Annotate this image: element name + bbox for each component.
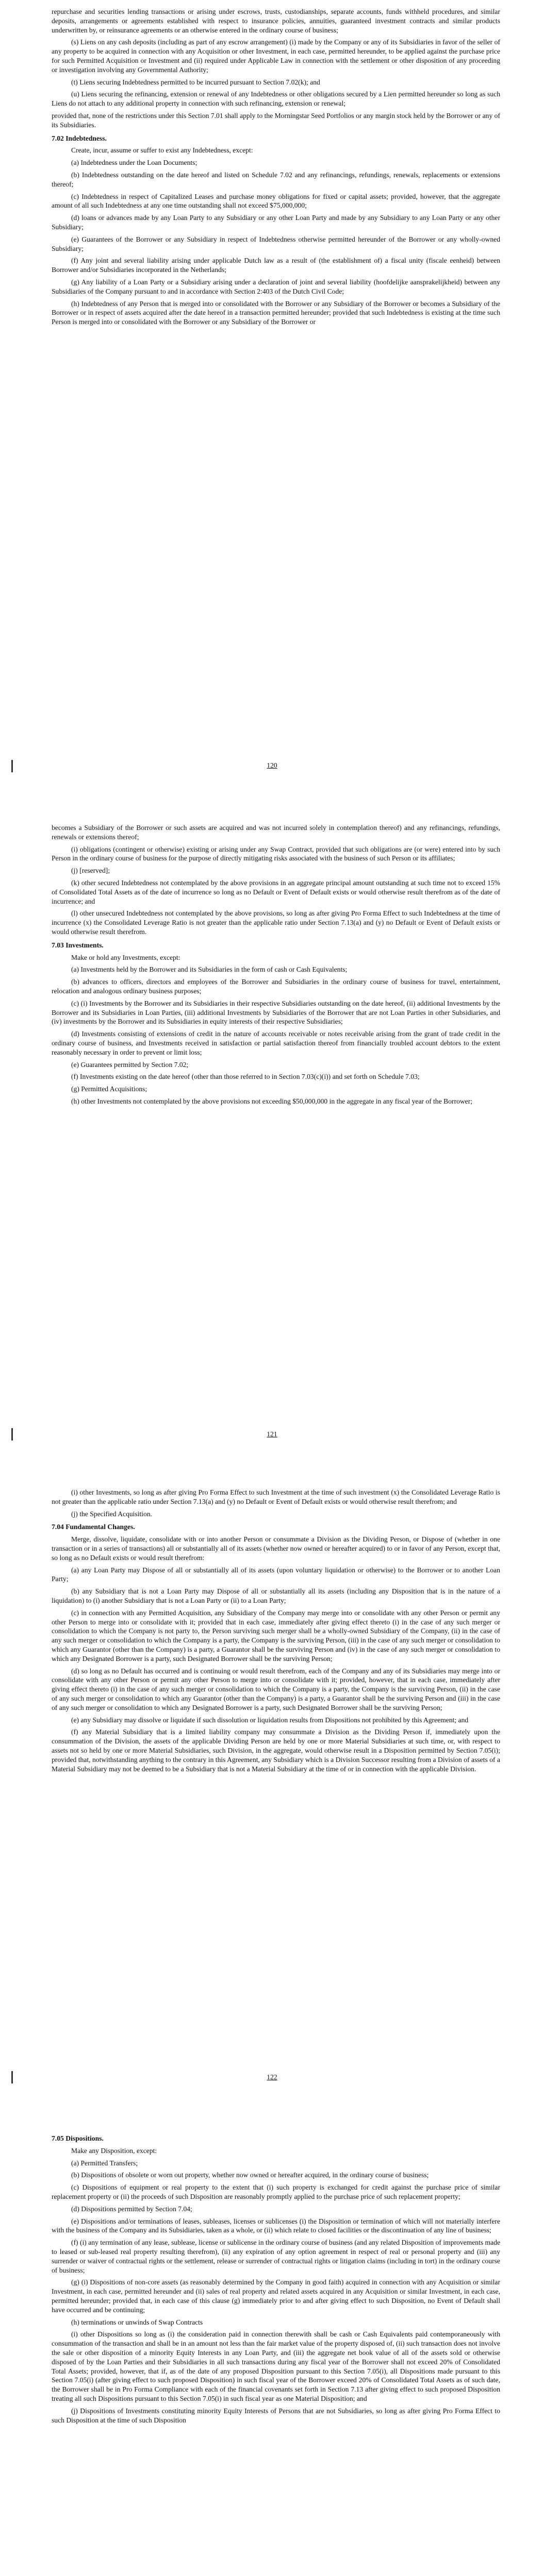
paragraph: (b) advances to officers, directors and employees of the Borrower and Subsidiaries in the ordinary course of business for travel, entertainment, relocation and analogous ordinary business purposes; bbox=[52, 978, 500, 995]
paragraph: (i) other Dispositions so long as (i) the consideration paid in connection therewith shall be cash or Cash Equivalents paid contemporaneously with consummation of the transaction and shall be in an amount not less than the fair market value of the property disposed of, (ii) such transaction does not involve the sale or other disposition of a minority Equity Interests in any Loan Party, and (iii) the aggregate net book value of all of the assets sold or otherwise disposed of by the Loan Parties and their Subsidiaries in all such transactions during any fiscal year of the Borrower shall not exceed 20% of Consolidated Total Assets; provided, however, that if, as of the date of any proposed Disposition pursuant to this Section 7.05(i), all Dispositions made pursuant to this Section 7.05(i) (after giving effect to such proposed Disposition) in such fiscal year of the Borrower exceed 20% of Consolidated Total Assets as of such date, the Borrower shall be in Pro Forma Compliance with each of the financial covenants set forth in Section 7.13 after giving effect to such proposed Disposition treating all such Dispositions pursuant to this Section 7.05(i) in such fiscal year as one Material Disposition; and bbox=[52, 2330, 500, 2402]
paragraph: (i) other Investments, so long as after giving Pro Forma Effect to such Investment at the time of such investment (x) the Consolidated Leverage Ratio is not greater than the applicable ratio under Section 7.13(a) and (y) no Default or Event of Default exists or would otherwise result therefrom; and bbox=[52, 1488, 500, 1505]
paragraph: (d) so long as no Default has occurred and is continuing or would result therefrom, each of the Company and any of its Subsidiaries may merge into or consolidate with any other Person or permit any other Person to merge into or consolidate with it; provided, however, that in each case, immediately after giving effect thereto (i) in the case of any such merger or consolidation to which the Company is a party, the Company is the surviving Person, (ii) in the case of any such merger or consolidation to which any Guarantor (other than the Company) is a party, a Guarantor shall be the surviving Person and (iii) in the case of any such merger or consolidation to which any Designated Borrower is a party, such Designated Borrower shall be the surviving Person; bbox=[52, 1667, 500, 1711]
paragraph: (h) terminations or unwinds of Swap Contracts bbox=[71, 2318, 203, 2326]
paragraph: (e) Dispositions and/or terminations of leases, subleases, licenses or sublicenses (i) the Disposition or termination of which will not materially interfere with the business of the Company and its Subsidiaries, taken as a whole, or (ii) which relate to closed facilities or the discontinuation of any line of business; bbox=[52, 2217, 500, 2234]
paragraph: (d) Investments consisting of extensions of credit in the nature of accounts receivable or notes receivable arising from the grant of trade credit in the ordinary course of business, and Investments received in satisfaction or partial satisfaction thereof from financially troubled account debtors to the extent reasonably necessary in order to prevent or limit loss; bbox=[52, 1030, 500, 1056]
paragraph: repurchase and securities lending transactions or arising under escrows, trusts, custodianships, separate accounts, funds withheld procedures, and similar deposits, arrangements or agreements established with respect to insurance policies, annuities, guaranteed investment contracts and similar products underwritten by, or reinsurance agreements or an otherwise entered in the ordinary course of business; bbox=[52, 8, 500, 34]
section-heading: 7.02 Indebtedness. bbox=[52, 134, 107, 142]
paragraph: (e) any Subsidiary may dissolve or liquidate if such dissolution or liquidation results from Dispositions not prohibited by this Agreement; and bbox=[71, 1716, 469, 1724]
paragraph: (d) loans or advances made by any Loan Party to any Subsidiary or any other Loan Party and made by any Subsidiary to any Loan Party or any other Subsidiary; bbox=[52, 214, 500, 231]
paragraph: (g) Permitted Acquisitions; bbox=[71, 1085, 147, 1093]
paragraph: Merge, dissolve, liquidate, consolidate with or into another Person or consummate a Division as the Dividing Person, or Dispose of (whether in one transaction or in a series of transactions) all or substantially all of its assets (whether now owned or hereafter acquired) to or in favor of any Person, except that, so long as no Default exists or would result therefrom: bbox=[52, 1535, 500, 1562]
paragraph: (j) the Specified Acquisition. bbox=[71, 1510, 153, 1518]
paragraph: provided that, none of the restrictions under this Section 7.01 shall apply to the Morningstar Seed Portfolios or any margin stock held by the Borrower or any of its Subsidiaries. bbox=[52, 111, 500, 129]
paragraph: (k) other secured Indebtedness not contemplated by the above provisions in an aggregate principal amount outstanding at such time not to exceed 15% of Consolidated Total Assets as of the date of incurrence so long as no Default or Event of Default exists or would otherwise result therefrom as of the date of incurrence; and bbox=[52, 878, 500, 905]
paragraph: Create, incur, assume or suffer to exist any Indebtedness, except: bbox=[71, 146, 253, 155]
paragraph: (f) Investments existing on the date hereof (other than those referred to in Section 7.03(c)(i)) and set forth on Schedule 7.03; bbox=[71, 1073, 420, 1081]
paragraph: (b) any Subsidiary that is not a Loan Party may Dispose of all or substantially all its assets (including any Disposition that is in the nature of a liquidation) to (i) another Subsidiary that is not a Loan Party or (ii) to a Loan Party; bbox=[52, 1587, 500, 1604]
paragraph: (g) Any liability of a Loan Party or a Subsidiary arising under a declaration of joint and several liability (hoofdelijke aansprakelijkheid) between any Subsidiaries of the Company pursuant to and in accordance with Section 2:403 of the Dutch Civil Code; bbox=[52, 278, 500, 295]
paragraph: (c) in connection with any Permitted Acquisition, any Subsidiary of the Company may merge into or consolidate with any other Person or permit any other Person to merge into or consolidate with it; provided that in each case, immediately after giving effect thereto (i) in the case of any such merger or consolidation to which the Company is not party to, the Person surviving such merger shall be a wholly-owned Subsidiary of the Company, (ii) in the case of any such merger or consolidation to which the Company is a party, the Company is the surviving Person, (iii) in the case of any such merger or consolidation to which any Guarantor (other than the Company) is a party, a Guarantor shall be the surviving Person and (iv) in the case of any such merger or consolidation to which any Designated Borrower is a party, such Designated Borrower shall be the surviving Person; bbox=[52, 1608, 500, 1663]
paragraph: (a) Permitted Transfers; bbox=[71, 2159, 138, 2167]
page-number[interactable]: 120 bbox=[267, 761, 277, 769]
paragraph: (j) [reserved]; bbox=[71, 867, 110, 875]
paragraph: (e) Guarantees of the Borrower or any Subsidiary in respect of Indebtedness otherwise permitted hereunder of the Borrower or any wholly-owned Subsidiary; bbox=[52, 235, 500, 252]
paragraph: (c) Indebtedness in respect of Capitalized Leases and purchase money obligations for fixed or capital assets; provided, however, that the aggregate amount of all such Indebtedness at any one time outstanding shall not exceed $75,000,000; bbox=[52, 192, 500, 210]
paragraph: (t) Liens securing Indebtedness permitted to be incurred pursuant to Section 7.02(k); and bbox=[71, 78, 320, 86]
paragraph: (f) Any joint and several liability arising under applicable Dutch law as a result of (the establishment of) a fiscal unity (fiscale eenheid) between Borrower and/or Subsidiaries incorporated in the Netherlands; bbox=[52, 257, 500, 274]
paragraph: (d) Dispositions permitted by Section 7.04; bbox=[71, 2205, 192, 2213]
section-heading: 7.05 Dispositions. bbox=[52, 2134, 104, 2142]
paragraph: (l) other unsecured Indebtedness not contemplated by the above provisions, so long as after giving Pro Forma Effect to such Indebtedness at the time of incurrence (x) the Consolidated Leverage Ratio is not greater than the applicable ratio under Section 7.13(a) and (y) no Default or Event of Default exists or would otherwise result therefrom. bbox=[52, 909, 500, 936]
paragraph: (c) Dispositions of equipment or real property to the extent that (i) such property is exchanged for credit against the purchase price of similar replacement property or (ii) the proceeds of such Disposition are reasonably promptly applied to the purchase price of such replacement property; bbox=[52, 2183, 500, 2200]
paragraph: (e) Guarantees permitted by Section 7.02; bbox=[71, 1060, 189, 1069]
section-heading: 7.04 Fundamental Changes. bbox=[52, 1523, 135, 1531]
paragraph: Make or hold any Investments, except: bbox=[71, 953, 180, 961]
page-number[interactable]: 122 bbox=[267, 2073, 277, 2081]
paragraph: (h) Indebtedness of any Person that is merged into or consolidated with the Borrower or any Subsidiary of the Borrower or becomes a Subsidiary of the Borrower or in respect of assets acquired after the date hereof in a transaction permitted hereunder; provided that such Indebtedness is existing at the time such Person is merged into or consolidated with the Borrower or any Subsidiary of the Borrower or bbox=[52, 299, 500, 326]
paragraph: (g) (i) Dispositions of non-core assets (as reasonably determined by the Company in good faith) acquired in connection with any Acquisition or similar Investment, in each case, permitted hereunder and (ii) sales of real property and related assets acquired in any Acquisition or similar Investment, in each case, permitted hereunder; provided that, in each case of this clause (g) immediately prior to and after giving effect to such Disposition, no Event of Default shall have occurred and be continuing; bbox=[52, 2278, 500, 2314]
paragraph: becomes a Subsidiary of the Borrower or such assets are acquired and was not incurred solely in contemplation thereof) and any refinancings, refundings, renewals or extensions thereof; bbox=[52, 824, 500, 841]
paragraph: (f) (i) any termination of any lease, sublease, license or sublicense in the ordinary course of business (and any related Disposition of improvements made to leased or sub-leased real property resulting therefrom), (ii) any expiration of any option agreement in respect of real or personal property and (iii) any surrender or waiver of contractual rights or the settlement, release or surrender of contractual rights or litigation claims (including in tort) in the ordinary course of business; bbox=[52, 2239, 500, 2274]
paragraph: (j) Dispositions of Investments constituting minority Equity Interests of Persons that are not Subsidiaries, so long as after giving Pro Forma Effect to such Disposition at the time of such Disposition bbox=[52, 2406, 500, 2424]
page-body bbox=[52, 823, 500, 1109]
paragraph: (b) Indebtedness outstanding on the date hereof and listed on Schedule 7.02 and any refinancings, refundings, renewals, replacements or extensions thereof; bbox=[52, 171, 500, 188]
paragraph: (s) Liens on any cash deposits (including as part of any escrow arrangement) (i) made by the Company or any of its Subsidiaries in favor of the seller of any property to be acquired in connection with any Acquisition or other Investment, in each case, permitted hereunder, to be applied against the purchase price for such Permitted Acquisition or Investment and (ii) required under Applicable Law in connection with the settlement or other disposition of any proceeding or investigation involving any Governmental Authority; bbox=[52, 38, 500, 74]
paragraph: (a) any Loan Party may Dispose of all or substantially all of its assets (upon voluntary liquidation or otherwise) to the Borrower or to another Loan Party; bbox=[52, 1566, 500, 1583]
section-heading: 7.03 Investments. bbox=[52, 941, 104, 949]
page-number[interactable]: 121 bbox=[267, 1430, 277, 1438]
page-body bbox=[52, 2130, 500, 2428]
paragraph: (i) obligations (contingent or otherwise) existing or arising under any Swap Contract, provided that such obligations are (or were) entered into by such Person in the ordinary course of business for the purpose of directly mitigating risks associated with the business of such Person or its affiliates; bbox=[52, 845, 500, 862]
paragraph: (f) any Material Subsidiary that is a limited liability company may consummate a Division as the Dividing Person if, immediately upon the consummation of the Division, the assets of the applicable Dividing Person are held by one or more Material Subsidiaries at such time, or, with respect to assets not so held by one or more Material Subsidiaries, such Division, in the aggregate, would otherwise result in a Disposition permitted by Section 7.05(i); provided that, notwithstanding anything to the contrary in this Agreement, any Subsidiary which is a Division Successor resulting from a Division of assets of a Material Subsidiary may not be deemed to be a Subsidiary that is not a Material Subsidiary at the time of or in connection with the applicable Division. bbox=[52, 1728, 500, 1773]
page-body bbox=[52, 7, 500, 330]
paragraph: (h) other Investments not contemplated by the above provisions not exceeding $50,000,000 in the aggregate in any fiscal year of the Borrower; bbox=[71, 1097, 473, 1105]
paragraph: (u) Liens securing the refinancing, extension or renewal of any Indebtedness or other obligations secured by a Lien permitted hereunder so long as such Liens do not attach to any additional property in connection with such refinancing, extension or renewal; bbox=[52, 90, 500, 108]
paragraph: (a) Indebtedness under the Loan Documents; bbox=[71, 159, 197, 167]
paragraph: (c) (i) Investments by the Borrower and its Subsidiaries in their respective Subsidiaries outstanding on the date hereof, (ii) additional Investments by the Borrower and its Subsidiaries in Loan Parties, (iii) additional Investments by Subsidiaries of the Borrower that are not Loan Parties in other Subsidiaries, and (iv) investments by the Borrower and its Subsidiaries in equity interests of their respective Subsidiaries; bbox=[52, 999, 500, 1026]
page-body bbox=[52, 1488, 500, 1776]
paragraph: Make any Disposition, except: bbox=[71, 2146, 157, 2155]
paragraph: (a) Investments held by the Borrower and its Subsidiaries in the form of cash or Cash Equivalents; bbox=[71, 965, 348, 974]
paragraph: (b) Dispositions of obsolete or worn out property, whether now owned or hereafter acquired, in the ordinary course of business; bbox=[71, 2171, 429, 2179]
